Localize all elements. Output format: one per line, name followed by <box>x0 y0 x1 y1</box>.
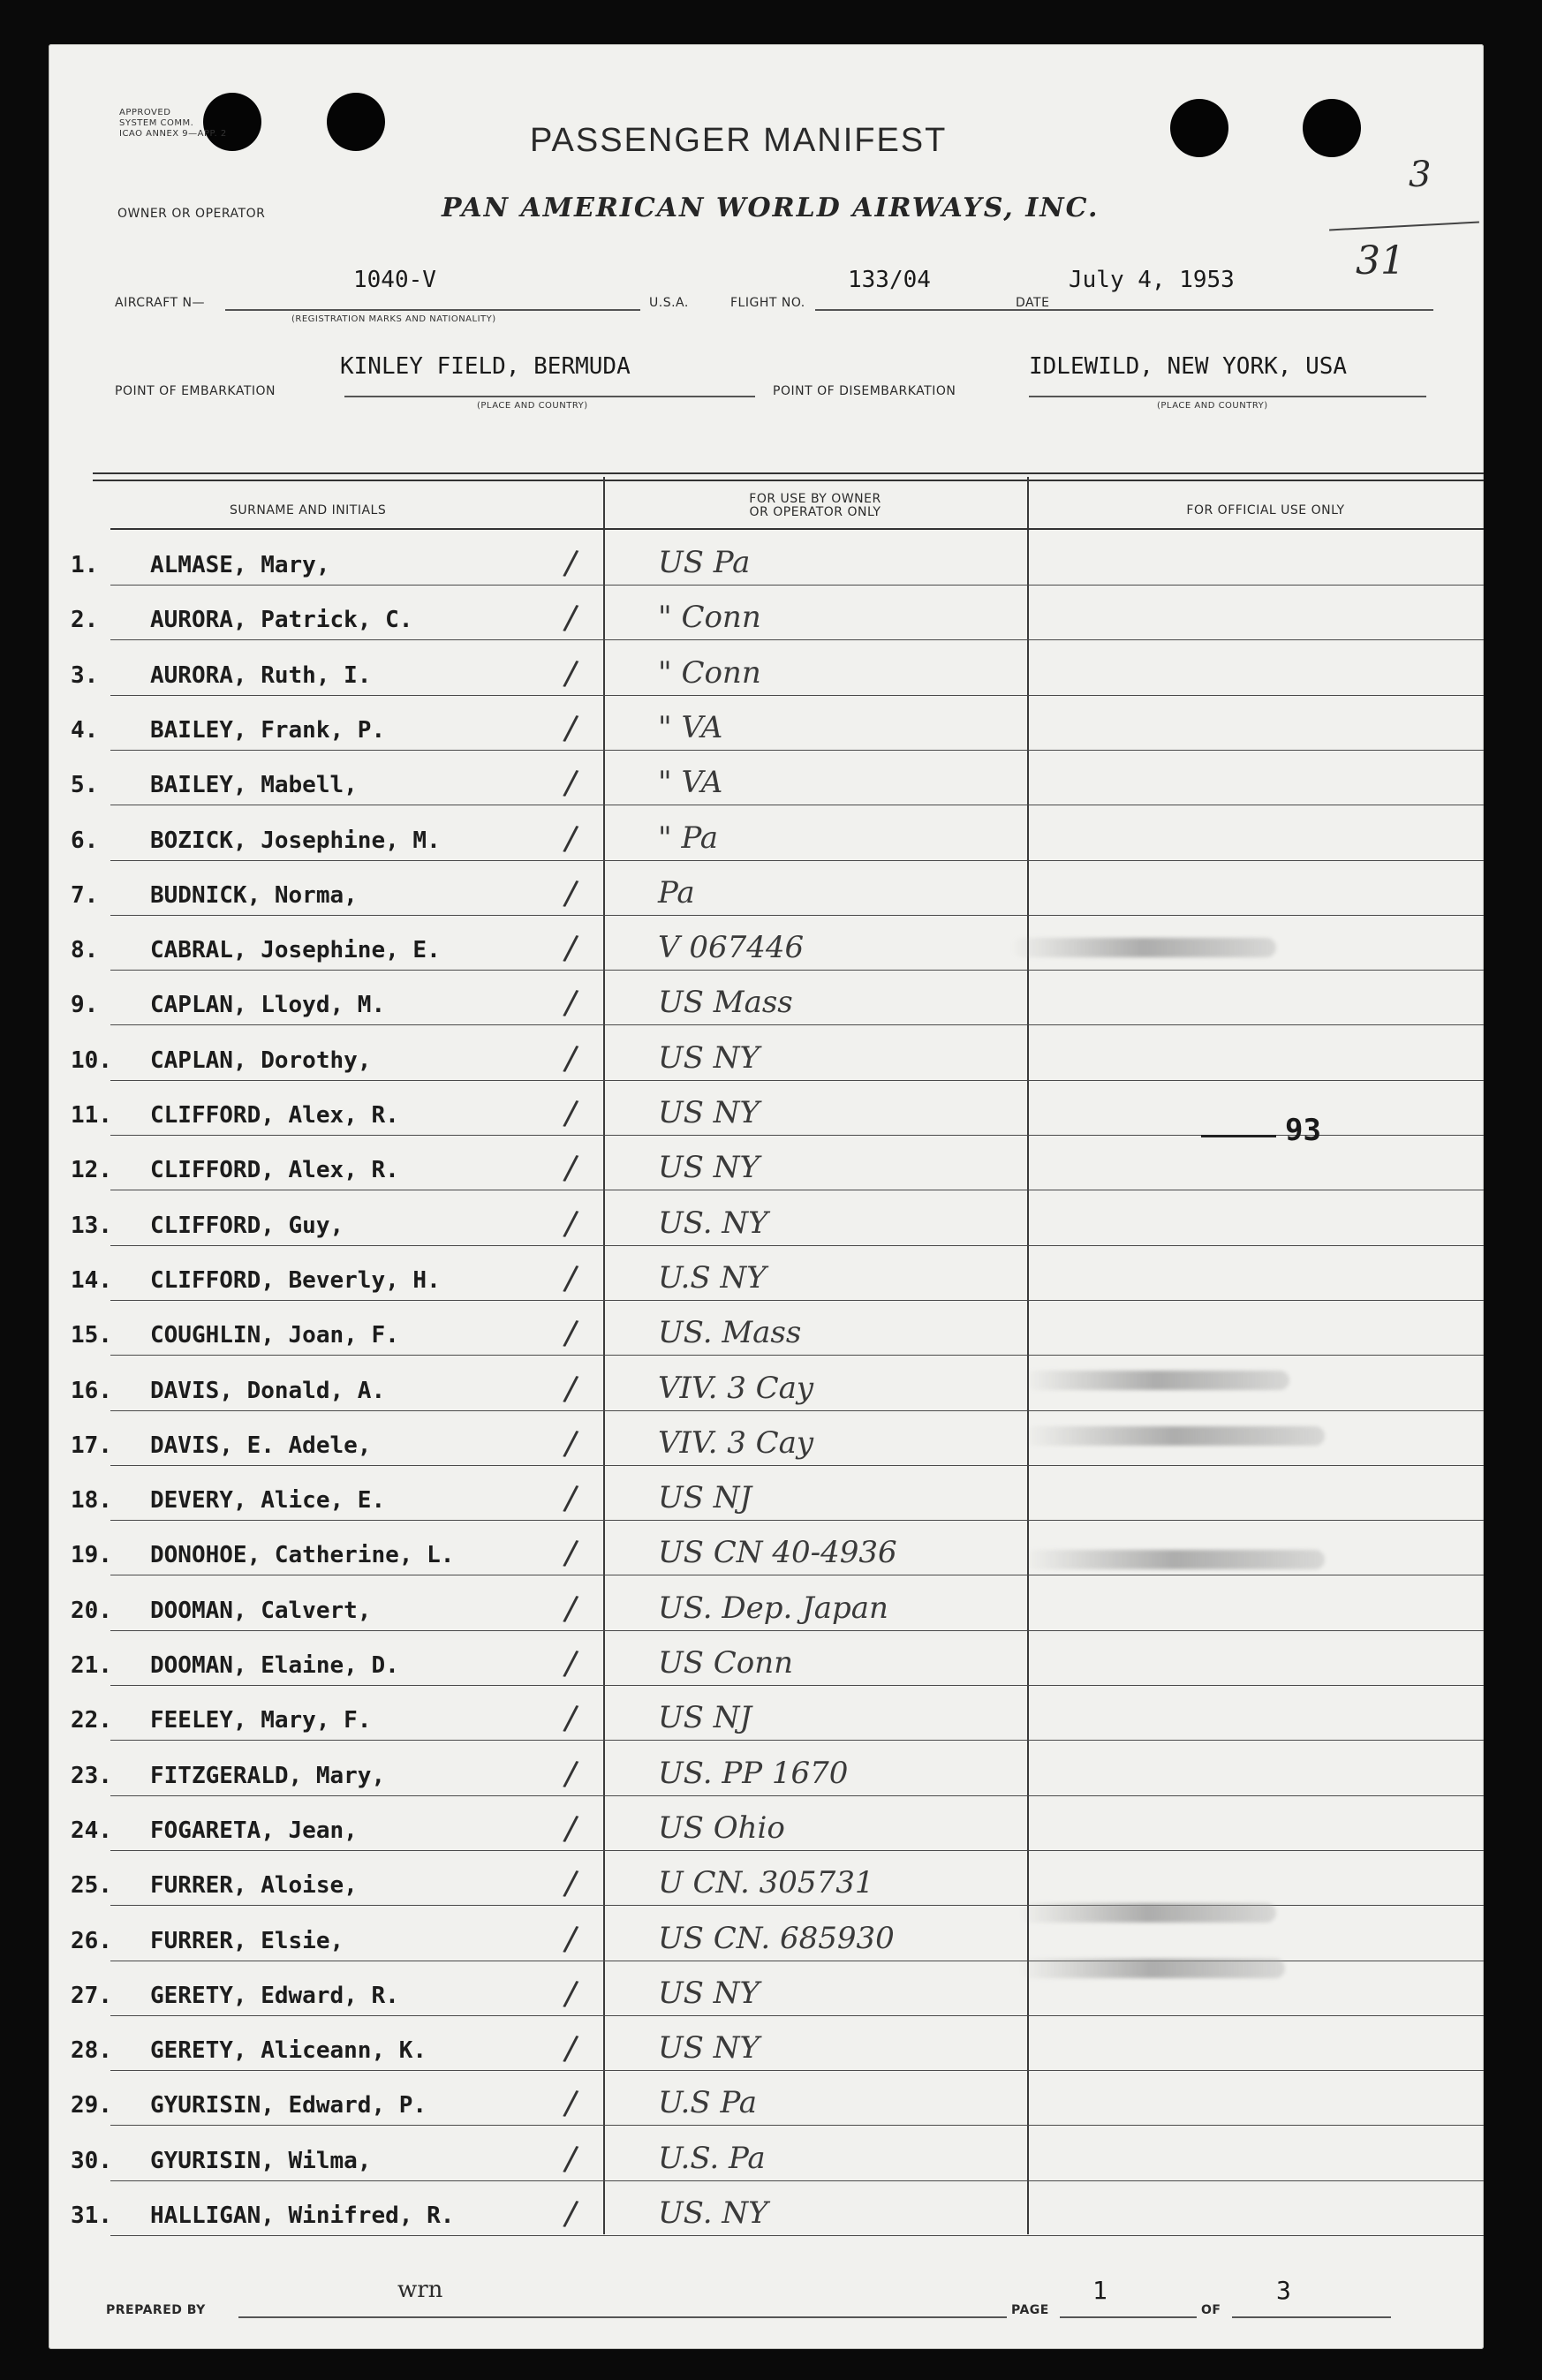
check-mark-icon: / <box>562 2137 580 2179</box>
owner-note: US. NY <box>658 1205 768 1241</box>
disembark-sublabel: (PLACE AND COUNTRY) <box>1157 401 1268 411</box>
passenger-name: GERETY, Edward, R. <box>150 1982 399 2009</box>
column-header-surname: SURNAME AND INITIALS <box>230 503 387 518</box>
row-number: 5. <box>71 772 99 799</box>
disembark-underline <box>1029 396 1426 397</box>
embark-value: KINLEY FIELD, BERMUDA <box>340 353 631 380</box>
row-number: 22. <box>71 1707 112 1734</box>
row-number: 31. <box>71 2202 112 2229</box>
table-row <box>49 2071 1484 2126</box>
passenger-name: CAPLAN, Lloyd, M. <box>150 992 386 1019</box>
prepared-underline <box>238 2316 1007 2318</box>
table-row <box>49 2181 1484 2236</box>
owner-note: " VA <box>658 709 723 745</box>
owner-note: US Mass <box>658 985 793 1021</box>
passenger-name: HALLIGAN, Winifred, R. <box>150 2202 455 2229</box>
row-number: 30. <box>71 2147 112 2174</box>
owner-note: U.S. Pa <box>658 2140 766 2176</box>
check-mark-icon: / <box>562 1037 580 1078</box>
check-mark-icon: / <box>562 2082 580 2124</box>
owner-note: US Pa <box>658 545 751 580</box>
passenger-name: CLIFFORD, Alex, R. <box>150 1102 399 1129</box>
passenger-name: FOGARETA, Jean, <box>150 1817 358 1844</box>
check-mark-icon: / <box>562 2028 580 2068</box>
row-number: 27. <box>71 1982 112 2009</box>
page-title: PASSENGER MANIFEST <box>530 122 948 159</box>
owner-note: US NY <box>658 1095 760 1130</box>
table-row <box>49 1742 1484 1796</box>
table-row <box>49 531 1484 586</box>
flight-value: 133/04 <box>848 267 931 293</box>
table-row <box>49 1026 1484 1081</box>
of-underline <box>1232 2316 1391 2318</box>
check-mark-icon: / <box>562 652 580 693</box>
owner-note: VIV. 3 Cay <box>658 1370 814 1406</box>
row-number: 26. <box>71 1927 112 1954</box>
owner-note: " Pa <box>658 820 719 856</box>
passenger-name: CAPLAN, Dorothy, <box>150 1046 372 1074</box>
passenger-name: AURORA, Patrick, C. <box>150 607 413 634</box>
table-row <box>49 1081 1484 1136</box>
table-row <box>49 586 1484 640</box>
row-number: 17. <box>71 1432 112 1459</box>
owner-note: " Conn <box>658 654 761 691</box>
table-row <box>49 1631 1484 1686</box>
check-mark-icon: / <box>562 1697 580 1739</box>
row-number: 7. <box>71 881 99 909</box>
row-number: 10. <box>71 1046 112 1074</box>
table-top-rule <box>93 472 1484 474</box>
header-bottom-rule <box>110 528 1484 530</box>
passenger-name: DAVIS, E. Adele, <box>150 1432 372 1459</box>
table-row <box>49 861 1484 916</box>
punch-hole <box>1303 99 1361 157</box>
passenger-name: DAVIS, Donald, A. <box>150 1377 386 1404</box>
embark-label: POINT OF EMBARKATION <box>115 384 276 398</box>
passenger-name: CLIFFORD, Alex, R. <box>150 1157 399 1184</box>
row-rule <box>110 2235 1484 2236</box>
check-mark-icon: / <box>562 1917 580 1959</box>
check-mark-icon: / <box>562 873 580 913</box>
check-mark-icon: / <box>562 817 580 858</box>
owner-note: US CN. 685930 <box>658 1920 895 1956</box>
owner-note: US. Dep. Japan <box>658 1590 888 1626</box>
of-label: OF <box>1201 2303 1221 2317</box>
table-row <box>49 1851 1484 1906</box>
owner-note: US Ohio <box>658 1810 785 1846</box>
table-row <box>49 1466 1484 1521</box>
passenger-name: FURRER, Aloise, <box>150 1872 358 1900</box>
embark-underline <box>344 396 755 397</box>
owner-note: Pa <box>658 874 695 910</box>
aircraft-value: 1040-V <box>353 267 436 293</box>
passenger-name: BUDNICK, Norma, <box>150 881 358 909</box>
owner-note: VIV. 3 Cay <box>658 1424 814 1461</box>
check-mark-icon: / <box>562 707 580 748</box>
table-row <box>49 751 1484 805</box>
row-number: 15. <box>71 1322 112 1349</box>
redaction-smudge <box>1011 938 1276 957</box>
table-top-rule <box>93 480 1484 481</box>
passenger-name: GYURISIN, Wilma, <box>150 2147 372 2174</box>
row-number: 25. <box>71 1872 112 1900</box>
row-number: 4. <box>71 716 99 744</box>
page-underline <box>1060 2316 1197 2318</box>
passenger-name: BAILEY, Mabell, <box>150 772 358 799</box>
table-row <box>49 2127 1484 2181</box>
passenger-name: COUGHLIN, Joan, F. <box>150 1322 399 1349</box>
official-dash <box>1201 1135 1276 1137</box>
check-mark-icon: / <box>562 1808 580 1848</box>
disembark-label: POINT OF DISEMBARKATION <box>773 384 956 398</box>
row-number: 24. <box>71 1817 112 1844</box>
aircraft-label: AIRCRAFT N— <box>115 296 206 310</box>
check-mark-icon: / <box>562 762 580 803</box>
page-label: PAGE <box>1011 2303 1049 2317</box>
table-row <box>49 806 1484 861</box>
check-mark-icon: / <box>562 1423 580 1463</box>
passenger-name: BOZICK, Josephine, M. <box>150 827 441 854</box>
row-number: 29. <box>71 2092 112 2119</box>
owner-label: OWNER OR OPERATOR <box>117 207 266 221</box>
of-value: 3 <box>1276 2276 1291 2305</box>
owner-note: US NY <box>658 1039 760 1076</box>
owner-note: " Conn <box>658 600 761 636</box>
passenger-name: GYURISIN, Edward, P. <box>150 2092 427 2119</box>
flight-label: FLIGHT NO. <box>730 296 805 310</box>
prepared-label: PREPARED BY <box>106 2303 206 2317</box>
corner-rule <box>1329 222 1479 231</box>
check-mark-icon: / <box>562 927 580 968</box>
row-number: 18. <box>71 1487 112 1515</box>
date-label: DATE <box>1016 296 1050 310</box>
form-reference: APPROVED SYSTEM COMM. ICAO ANNEX 9—APP. 2 <box>119 108 227 139</box>
check-mark-icon: / <box>562 1862 580 1903</box>
page-value: 1 <box>1092 2276 1107 2305</box>
owner-note: US NY <box>658 1150 760 1186</box>
redaction-smudge <box>1020 1959 1285 1978</box>
manifest-sheet <box>49 44 1484 2349</box>
passenger-name: FEELEY, Mary, F. <box>150 1707 372 1734</box>
row-number: 1. <box>71 552 99 578</box>
table-row <box>49 696 1484 751</box>
check-mark-icon: / <box>562 1532 580 1574</box>
passenger-name: DOOMAN, Calvert, <box>150 1597 372 1624</box>
row-number: 12. <box>71 1157 112 1184</box>
owner-note: US Conn <box>658 1645 794 1681</box>
official-note: 93 <box>1285 1113 1321 1148</box>
prepared-value: wrn <box>397 2277 443 2303</box>
check-mark-icon: / <box>562 1312 580 1353</box>
check-mark-icon: / <box>562 2193 580 2233</box>
table-row <box>49 1136 1484 1190</box>
embark-sublabel: (PLACE AND COUNTRY) <box>477 401 588 411</box>
owner-note: US. Mass <box>658 1315 802 1351</box>
passenger-name: DONOHOE, Catherine, L. <box>150 1542 455 1569</box>
aircraft-sublabel: (REGISTRATION MARKS AND NATIONALITY) <box>291 314 496 324</box>
passenger-name: CLIFFORD, Guy, <box>150 1212 344 1239</box>
check-mark-icon: / <box>562 1477 580 1518</box>
owner-note: U CN. 305731 <box>658 1865 874 1901</box>
owner-note: U.S Pa <box>658 2085 758 2121</box>
passenger-name: FURRER, Elsie, <box>150 1927 344 1954</box>
date-underline <box>1062 309 1433 311</box>
owner-note: US. NY <box>658 2195 768 2231</box>
corner-mark: 3 <box>1409 155 1432 195</box>
table-row <box>49 2016 1484 2071</box>
check-mark-icon: / <box>562 597 580 638</box>
corner-mark: 31 <box>1356 238 1405 283</box>
check-mark-icon: / <box>562 1752 580 1794</box>
owner-note: US NY <box>658 2030 760 2066</box>
check-mark-icon: / <box>562 1258 580 1298</box>
check-mark-icon: / <box>562 1587 580 1628</box>
redaction-smudge <box>1024 1550 1325 1569</box>
redaction-smudge <box>1024 1426 1325 1446</box>
check-mark-icon: / <box>562 1092 580 1133</box>
table-row <box>49 641 1484 696</box>
check-mark-icon: / <box>562 1147 580 1189</box>
table-row <box>49 1686 1484 1741</box>
company-name: PAN AMERICAN WORLD AIRWAYS, INC. <box>442 193 1100 223</box>
passenger-name: GERETY, Aliceann, K. <box>150 2037 427 2065</box>
row-number: 3. <box>71 661 99 689</box>
row-number: 16. <box>71 1377 112 1404</box>
owner-note: V 067446 <box>658 930 805 966</box>
owner-note: US NJ <box>658 1480 752 1516</box>
redaction-smudge <box>1020 1903 1276 1923</box>
row-number: 19. <box>71 1542 112 1569</box>
check-mark-icon: / <box>562 982 580 1024</box>
row-number: 2. <box>71 607 99 634</box>
check-mark-icon: / <box>562 1973 580 2014</box>
passenger-name: CABRAL, Josephine, E. <box>150 937 441 964</box>
passenger-name: AURORA, Ruth, I. <box>150 661 372 689</box>
row-number: 8. <box>71 937 99 964</box>
column-header-owner: FOR USE BY OWNER OR OPERATOR ONLY <box>749 492 881 519</box>
punch-hole <box>327 93 385 151</box>
column-header-official: FOR OFFICIAL USE ONLY <box>1186 503 1345 518</box>
owner-note: " VA <box>658 765 723 801</box>
check-mark-icon: / <box>562 542 580 583</box>
passenger-name: BAILEY, Frank, P. <box>150 716 386 744</box>
check-mark-icon: / <box>562 1202 580 1243</box>
row-number: 14. <box>71 1266 112 1294</box>
row-number: 28. <box>71 2037 112 2065</box>
owner-note: US. PP 1670 <box>658 1755 849 1791</box>
table-row <box>49 1246 1484 1301</box>
date-value: July 4, 1953 <box>1069 267 1235 293</box>
check-mark-icon: / <box>562 1367 580 1409</box>
redaction-smudge <box>1024 1371 1289 1390</box>
passenger-name: DOOMAN, Elaine, D. <box>150 1652 399 1679</box>
passenger-name: FITZGERALD, Mary, <box>150 1762 386 1789</box>
table-row <box>49 1191 1484 1246</box>
owner-note: U.S NY <box>658 1259 767 1296</box>
table-row <box>49 1796 1484 1851</box>
table-row <box>49 971 1484 1025</box>
row-number: 23. <box>71 1762 112 1789</box>
punch-hole <box>1170 99 1228 157</box>
owner-note: US NY <box>658 1975 760 2011</box>
disembark-value: IDLEWILD, NEW YORK, USA <box>1029 353 1348 380</box>
country-label: U.S.A. <box>649 296 689 310</box>
table-row <box>49 1301 1484 1356</box>
row-number: 9. <box>71 992 99 1019</box>
table-row <box>49 1576 1484 1631</box>
owner-note: US NJ <box>658 1700 752 1736</box>
row-number: 11. <box>71 1102 112 1129</box>
owner-note: US CN 40-4936 <box>658 1535 897 1571</box>
row-number: 21. <box>71 1652 112 1679</box>
row-number: 13. <box>71 1212 112 1239</box>
row-number: 20. <box>71 1597 112 1624</box>
check-mark-icon: / <box>562 1643 580 1683</box>
passenger-name: DEVERY, Alice, E. <box>150 1487 386 1515</box>
row-number: 6. <box>71 827 99 854</box>
aircraft-underline <box>225 309 640 311</box>
passenger-name: ALMASE, Mary, <box>150 552 330 578</box>
passenger-name: CLIFFORD, Beverly, H. <box>150 1266 441 1294</box>
